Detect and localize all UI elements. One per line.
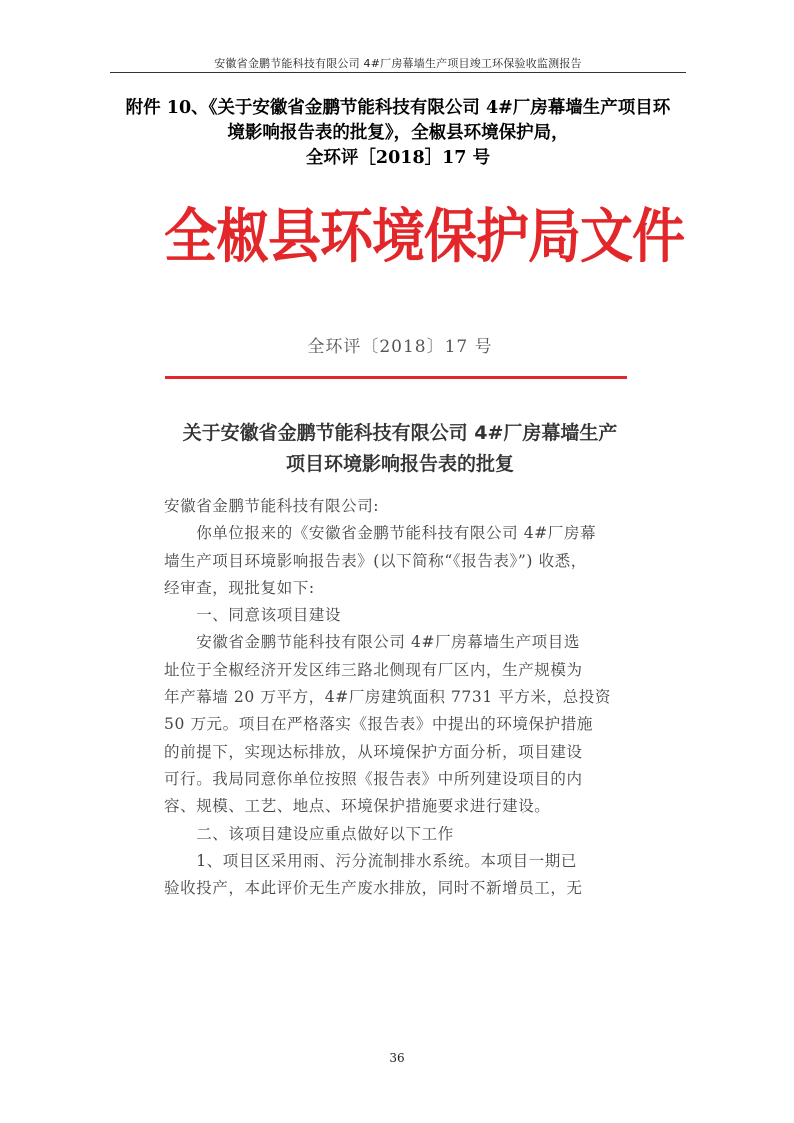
page-number: 36 bbox=[389, 1051, 405, 1065]
body-line: 的前提下，实现达标排放，从环境保护方面分析，项目建设 bbox=[164, 742, 583, 761]
header-rule bbox=[110, 72, 686, 73]
agency-banner: 全椒县环境保护局文件 bbox=[164, 203, 684, 271]
body-line: 安徽省金鹏节能科技有限公司 4#厂房幕墙生产项目选 bbox=[164, 633, 580, 652]
body-line: 容、规模、工艺、地点、环境保护措施要求进行建设。 bbox=[164, 797, 551, 816]
body-line: 经审查，现批复如下: bbox=[164, 578, 315, 597]
attachment-title bbox=[100, 96, 696, 171]
approval-title bbox=[150, 418, 650, 480]
body-line: 1、项目区采用雨、污分流制排水系统。本项目一期已 bbox=[164, 851, 577, 870]
attachment-title-line-1: 附件 10、《关于安徽省金鹏节能科技有限公司 4#厂房幕墙生产项目环 bbox=[125, 98, 671, 118]
attachment-title-line-3: 全环评［2018］17 号 bbox=[305, 148, 491, 168]
body-line: 址位于全椒经济开发区纬三路北侧现有厂区内，生产规模为 bbox=[164, 660, 583, 679]
body-line: 安徽省金鹏节能科技有限公司: bbox=[164, 497, 380, 515]
scanned-document bbox=[150, 190, 684, 900]
approval-title-line-2: 项目环境影响报告表的批复 bbox=[285, 453, 514, 475]
body-line: 一、同意该项目建设 bbox=[164, 606, 342, 625]
body-line: 可行。我局同意你单位按照《报告表》中所列建设项目的内 bbox=[164, 769, 583, 788]
red-divider bbox=[165, 376, 627, 379]
approval-title-line-1: 关于安徽省金鹏节能科技有限公司 4#厂房幕墙生产 bbox=[182, 422, 618, 444]
body-line: 50 万元。项目在严格落实《报告表》中提出的环境保护措施 bbox=[164, 715, 593, 734]
body-line: 二、该项目建设应重点做好以下工作 bbox=[164, 824, 454, 843]
body-line: 验收投产，本此评价无生产废水排放，同时不新增员工，无 bbox=[164, 879, 583, 898]
running-header: 安徽省金鹏节能科技有限公司 4#厂房幕墙生产项目竣工环保验收监测报告 bbox=[214, 57, 582, 70]
body-line: 墙生产项目环境影响报告表》(以下简称“《报告表》”) 收悉， bbox=[164, 551, 587, 570]
document-number: 全环评〔2018〕17 号 bbox=[307, 337, 493, 357]
body-line: 年产幕墙 20 万平方，4#厂房建筑面积 7731 平方米，总投资 bbox=[164, 688, 612, 707]
body-line: 你单位报来的《安徽省金鹏节能科技有限公司 4#厂房幕 bbox=[164, 524, 597, 543]
approval-body bbox=[164, 493, 634, 902]
attachment-title-line-2: 境影响报告表的批复》，全椒县环境保护局， bbox=[227, 123, 569, 143]
